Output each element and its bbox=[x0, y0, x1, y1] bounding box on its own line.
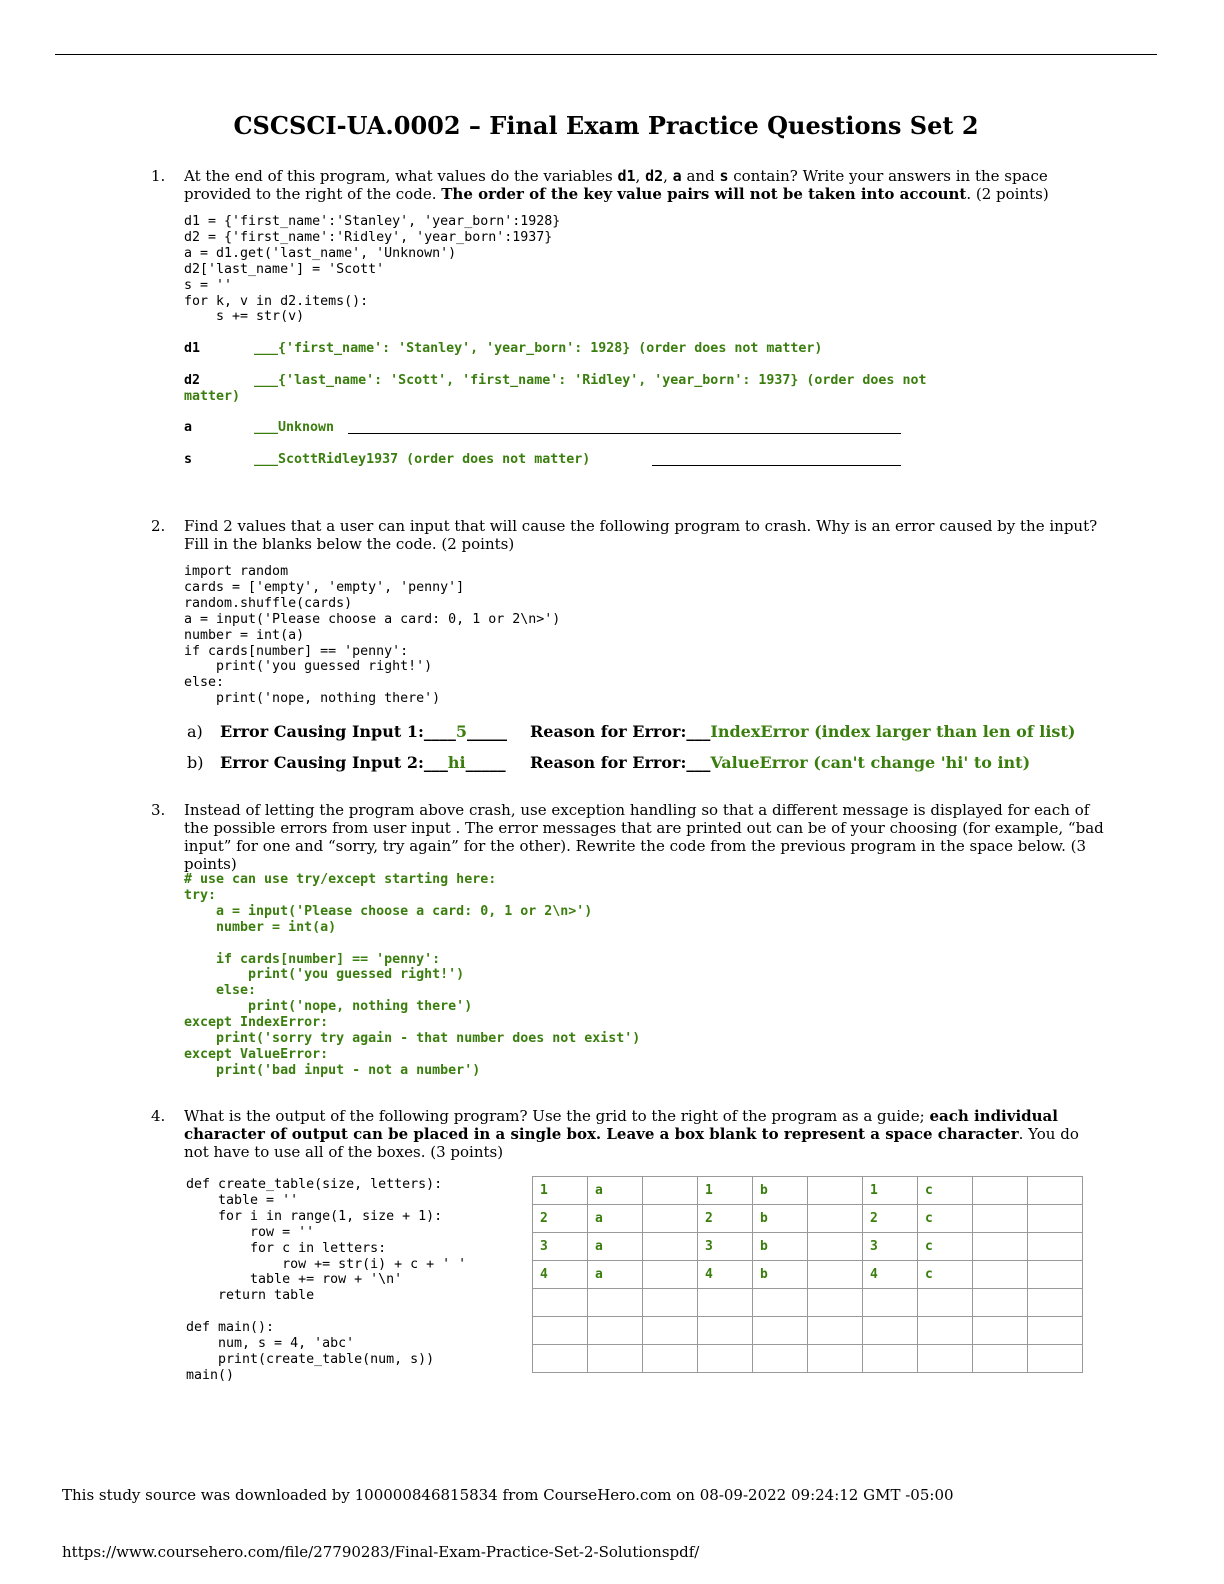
grid-cell: c bbox=[918, 1205, 973, 1233]
page-title: CSCSCI-UA.0002 – Final Exam Practice Questions Set 2 bbox=[233, 111, 979, 140]
grid-cell bbox=[533, 1317, 588, 1345]
grid-cell bbox=[698, 1289, 753, 1317]
grid-cell: 3 bbox=[863, 1233, 918, 1261]
grid-cell: b bbox=[753, 1177, 808, 1205]
grid-cell bbox=[1028, 1289, 1083, 1317]
grid-cell bbox=[698, 1317, 753, 1345]
grid-cell bbox=[808, 1177, 863, 1205]
grid-cell: 4 bbox=[863, 1261, 918, 1289]
grid-cell bbox=[753, 1345, 808, 1373]
grid-cell bbox=[863, 1345, 918, 1373]
grid-cell bbox=[1028, 1205, 1083, 1233]
grid-cell: c bbox=[918, 1177, 973, 1205]
question-4-text: What is the output of the following program? Use the grid to the right of the program as a guide; each individual character of output can be placed in a single box. Leave a box blank to represent a space character. You do not have to use all of the boxes. (3 points) bbox=[184, 1107, 1079, 1161]
grid-row bbox=[533, 1317, 1083, 1345]
error-row-b: b) Error Causing Input 2:___hi_____ bbox=[187, 753, 506, 772]
grid-cell: c bbox=[918, 1233, 973, 1261]
grid-row bbox=[533, 1233, 1083, 1261]
grid-cell bbox=[1028, 1345, 1083, 1373]
question-4-code: def create_table(size, letters): table = '' for i in range(1, size + 1): row = '' for c in letters: row += str(i) + c + ' ' table += row + '\n' return table def main(): num, s = 4, 'abc' print(create_table(num, s)) main() bbox=[186, 1177, 467, 1383]
grid-cell bbox=[698, 1345, 753, 1373]
grid-cell bbox=[533, 1345, 588, 1373]
grid-cell bbox=[643, 1177, 698, 1205]
grid-cell bbox=[643, 1345, 698, 1373]
error-input-2: hi bbox=[447, 753, 466, 772]
grid-cell bbox=[808, 1261, 863, 1289]
grid-cell bbox=[808, 1317, 863, 1345]
grid-cell bbox=[973, 1317, 1028, 1345]
grid-cell: a bbox=[588, 1205, 643, 1233]
grid-cell: 2 bbox=[863, 1205, 918, 1233]
grid-cell: 2 bbox=[533, 1205, 588, 1233]
grid-cell bbox=[643, 1261, 698, 1289]
grid-cell bbox=[588, 1345, 643, 1373]
download-notice: This study source was downloaded by 100000846815834 from CourseHero.com on 08-09-2022 09:24:12 GMT -05:00 bbox=[62, 1486, 954, 1504]
source-url[interactable]: https://www.coursehero.com/file/27790283/Final-Exam-Practice-Set-2-Solutionspdf/ bbox=[62, 1543, 700, 1561]
grid-cell bbox=[918, 1289, 973, 1317]
grid-cell bbox=[918, 1345, 973, 1373]
grid-cell: 4 bbox=[533, 1261, 588, 1289]
grid-cell bbox=[1028, 1177, 1083, 1205]
grid-cell: a bbox=[588, 1261, 643, 1289]
question-3-code: # use can use try/except starting here: try: a = input('Please choose a card: 0, 1 or 2\n>') number = int(a) if cards[number] == 'penny': print('you guessed right!') else: print('nope, nothing there') except IndexError: print('sorry try again - that number does not exist') except ValueError: print('bad input - not a number') bbox=[184, 872, 641, 1078]
grid-cell: 1 bbox=[533, 1177, 588, 1205]
grid-cell: c bbox=[918, 1261, 973, 1289]
grid-cell bbox=[973, 1233, 1028, 1261]
question-1-code: d1 = {'first_name':'Stanley', 'year_born':1928} d2 = {'first_name':'Ridley', 'year_born':1937} a = d1.get('last_name', 'Unknown') d2['last_name'] = 'Scott' s = '' for k, v in d2.items(): s += str(v) bbox=[184, 214, 561, 325]
grid-cell: b bbox=[753, 1233, 808, 1261]
grid-cell bbox=[643, 1317, 698, 1345]
grid-cell: 3 bbox=[533, 1233, 588, 1261]
answer-a-blank-line bbox=[348, 433, 901, 434]
grid-cell bbox=[1028, 1317, 1083, 1345]
question-1-text: At the end of this program, what values do the variables d1, d2, a and s contain? Write your answers in the space provided to the right of the code. The order of the key value pairs will not be taken into account. (2 points) bbox=[184, 167, 1049, 203]
grid-cell bbox=[588, 1289, 643, 1317]
grid-row bbox=[533, 1289, 1083, 1317]
error-input-1: 5 bbox=[455, 722, 468, 741]
grid-cell bbox=[918, 1317, 973, 1345]
grid-cell bbox=[1028, 1261, 1083, 1289]
grid-cell bbox=[863, 1317, 918, 1345]
grid-cell bbox=[973, 1205, 1028, 1233]
grid-cell bbox=[808, 1345, 863, 1373]
grid-row bbox=[533, 1261, 1083, 1289]
grid-cell: 1 bbox=[698, 1177, 753, 1205]
grid-cell bbox=[863, 1289, 918, 1317]
question-2-number: 2. bbox=[151, 517, 166, 535]
error-row-a: a) Error Causing Input 1:____5_____ bbox=[187, 722, 508, 741]
grid-cell bbox=[533, 1289, 588, 1317]
grid-cell bbox=[973, 1177, 1028, 1205]
grid-cell bbox=[643, 1205, 698, 1233]
error-reason-1: IndexError (index larger than len of list) bbox=[710, 722, 1076, 741]
question-2-text: Find 2 values that a user can input that will cause the following program to crash. Why is an error caused by the input? Fill in the blanks below the code. (2 points) bbox=[184, 517, 1098, 553]
question-3-text: Instead of letting the program above crash, use exception handling so that a different message is displayed for each of the possible errors from user input . The error messages that are printed out can be of your choosing (for example, “bad input” for one and “sorry, try again” for the other). Rewrite the code from the previous program in the space below. (3 points) bbox=[184, 801, 1104, 873]
grid-cell: 3 bbox=[698, 1233, 753, 1261]
grid-cell: 2 bbox=[698, 1205, 753, 1233]
grid-cell bbox=[808, 1205, 863, 1233]
grid-cell bbox=[643, 1289, 698, 1317]
grid-cell: b bbox=[753, 1261, 808, 1289]
grid-cell bbox=[753, 1317, 808, 1345]
grid-cell: 4 bbox=[698, 1261, 753, 1289]
output-grid bbox=[532, 1176, 1083, 1373]
grid-row bbox=[533, 1177, 1083, 1205]
question-3-number: 3. bbox=[151, 801, 166, 819]
error-reason-2: ValueError (can't change 'hi' to int) bbox=[710, 753, 1031, 772]
grid-cell: 1 bbox=[863, 1177, 918, 1205]
reason-row-a: Reason for Error:___IndexError (index larger than len of list) bbox=[530, 722, 1076, 741]
grid-cell: b bbox=[753, 1205, 808, 1233]
top-rule bbox=[55, 54, 1157, 55]
question-2-code: import random cards = ['empty', 'empty', 'penny'] random.shuffle(cards) a = input('Please choose a card: 0, 1 or 2\n>') number = int(a) if cards[number] == 'penny': print('you guessed right!') else: print('nope, nothing there') bbox=[184, 564, 561, 707]
grid-row bbox=[533, 1205, 1083, 1233]
grid-cell: a bbox=[588, 1177, 643, 1205]
question-1-number: 1. bbox=[151, 167, 166, 185]
grid-cell bbox=[1028, 1233, 1083, 1261]
grid-cell bbox=[808, 1233, 863, 1261]
question-4-number: 4. bbox=[151, 1107, 166, 1125]
grid-row bbox=[533, 1345, 1083, 1373]
grid-cell bbox=[808, 1289, 863, 1317]
grid-cell bbox=[643, 1233, 698, 1261]
grid-cell bbox=[973, 1289, 1028, 1317]
grid-cell: a bbox=[588, 1233, 643, 1261]
reason-row-b: Reason for Error:___ValueError (can't change 'hi' to int) bbox=[530, 753, 1031, 772]
answer-s-blank-line bbox=[652, 465, 901, 466]
grid-cell bbox=[753, 1289, 808, 1317]
grid-cell bbox=[973, 1345, 1028, 1373]
grid-cell bbox=[973, 1261, 1028, 1289]
grid-cell bbox=[588, 1317, 643, 1345]
